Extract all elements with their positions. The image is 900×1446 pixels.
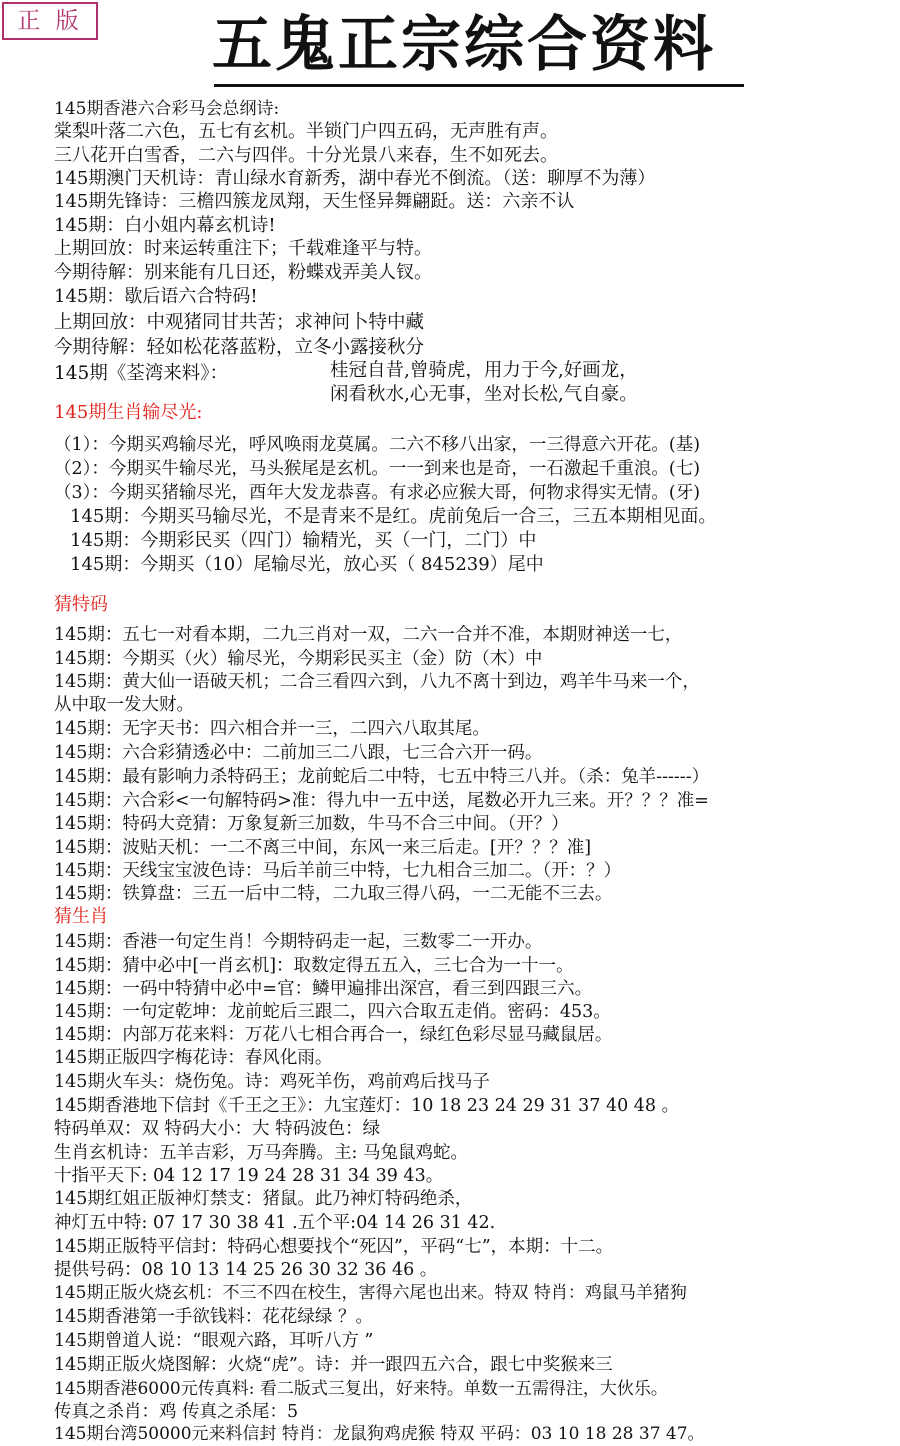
text-line: 今期待解：别来能有几日还，粉蝶戏弄美人钗。 [54,262,432,283]
text-line: 145期曾道人说：“眼观六路，耳听八方 ” [54,1331,374,1351]
text-line: 145期香港地下信封《千王之王》：九宝莲灯：10 18 23 24 29 31 37 40 48 。 [54,1096,680,1116]
text-line: 十指平天下: 04 12 17 19 24 28 31 34 39 43。 [54,1166,444,1186]
text-line: 145期：猜中必中[一肖玄机]：取数定得五五入，三七合为一十一。 [54,956,574,976]
text-line: 145期：六合彩猜透必中：二前加三二八跟，七三合六开一码。 [54,743,543,763]
text-line: 传真之杀肖：鸡 传真之杀尾：5 [54,1402,299,1422]
section-heading-guess-code: 猜特码 [54,594,108,615]
text-line: 提供号码：08 10 13 14 25 26 30 32 36 46 。 [54,1260,438,1280]
text-line: 三八花开白雪香，二六与四伴。十分光景八来春，生不如死去。 [54,145,558,166]
text-line: 145期：白小姐内幕玄机诗! [54,215,276,236]
text-line: 145期：一句定乾坤：龙前蛇后三跟二，四六合取五走俏。密码：453。 [54,1002,611,1022]
text-line: 上期回放：时来运转重注下；千载难逢平与特。 [54,238,432,259]
text-line: 145期正版火烧图解：火烧“虎”。诗：并一跟四五六合，跟七中奖猴来三 [54,1355,613,1375]
text-line: 145期：波贴天机：一二不离三中间，东风一来三后走。[开？？？准] [54,838,592,858]
text-line: 145期《荃湾来料》： [54,363,229,384]
text-line: 生肖玄机诗：五羊吉彩，万马奔腾。主: 马兔鼠鸡蛇。 [54,1143,468,1163]
text-line: 145期正版特平信封：特码心想要找个“死囚”，平码“七”，本期：十二。 [54,1237,614,1257]
text-line: 145期先锋诗：三檐四簇龙凤翔，天生怪异舞翩跹。送：六亲不认 [54,191,575,212]
text-line: 145期火车头：烧伤兔。诗：鸡死羊伤，鸡前鸡后找马子 [54,1072,490,1092]
text-line: 145期：天线宝宝波色诗：马后羊前三中特，七九相合三加二。（开：？） [54,861,622,881]
text-line: 145期：今期买（10）尾输尽光，放心买（ 845239）尾中 [70,554,544,575]
text-line: 145期：五七一对看本期，二九三肖对一双，二六一合并不准，本期财神送一七， [54,625,683,645]
text-line: （1）：今期买鸡输尽光，呼风唤雨龙莫属。二六不移八出家，一三得意六开花。(基) [54,435,701,455]
text-line: （2）：今期买牛输尽光，马头猴尾是玄机。一一到来也是奇，一石激起千重浪。(七) [54,459,701,479]
edition-badge: 正 版 [2,2,98,40]
text-line: 145期：黄大仙一语破天机；二合三看四六到，八九不离十到边，鸡羊牛马来一个， [54,672,700,692]
text-line: 145期：内部万花来料：万花八七相合再合一，绿红色彩尽显马藏鼠居。 [54,1025,613,1045]
text-line: 145期台湾50000元来料信封 特肖：龙鼠狗鸡虎猴 特双 平码：03 10 18 28 37 47。 [54,1424,705,1444]
text-line: 145期：今期买马输尽光，不是青来不是红。虎前兔后一合三，三五本期相见面。 [70,506,717,527]
text-line: 145期：六合彩<一句解特码>准：得九中一五中送，尾数必开九三来。开？？？准= [54,791,709,811]
text-line: 从中取一发大财。 [54,695,194,715]
text-line: 145期：今期彩民买（四门）输精光，买（一门，二门）中 [70,530,537,551]
page-title: 五鬼正宗综合资料 [212,10,716,80]
section-heading-lose: 145期生肖输尽光: [54,402,203,423]
text-line: 145期：铁算盘：三五一后中二特，二九取三得八码，一二无能不三去。 [54,884,613,904]
text-line: 145期：无字天书：四六相合并一三，二四六八取其尾。 [54,719,490,739]
text-line: 145期香港六合彩马会总纲诗: [54,99,280,119]
text-line: 145期：特码大竞猜：万象复新三加数，牛马不合三中间。（开？） [54,814,569,834]
text-line: 特码单双：双 特码大小：大 特码波色：绿 [54,1119,381,1139]
text-line: 145期正版四字梅花诗：春风化雨。 [54,1048,333,1068]
text-line: 145期澳门天机诗：青山绿水育新秀，湖中春光不倒流。（送：聊厚不为薄） [54,168,656,189]
text-line: 145期正版火烧玄机：不三不四在校生，害得六尾也出来。特双 特肖：鸡鼠马羊猪狗 [54,1283,687,1303]
text-line: 145期香港第一手欲钱料：花花绿绿 ？。 [54,1307,373,1327]
text-line: 神灯五中特: 07 17 30 38 41 .五个平:04 14 26 31 42. [54,1213,496,1233]
text-line: 145期：最有影响力杀特码王；龙前蛇后二中特，七五中特三八并。（杀：兔羊------） [54,767,710,787]
text-line: 145期：一码中特猜中必中=官：鳞甲遍排出深宫，看三到四跟三六。 [54,979,593,999]
title-underline [214,84,744,87]
section-heading-guess-zodiac: 猜生肖 [54,906,108,927]
text-line: 今期待解：轻如松花落蓝粉，立冬小露接秋分 [54,337,425,358]
text-line: 145期：香港一句定生肖！今期特码走一起，三数零二一开办。 [54,932,543,952]
text-line: 145期香港6000元传真料: 看二版式三复出，好来特。单数一五需得注，大伙乐。 [54,1379,668,1399]
text-line: 棠梨叶落二六色，五七有玄机。半锁门户四五码，无声胜有声。 [54,121,558,142]
text-line: 145期：今期买（火）输尽光，今期彩民买主（金）防（木）中 [54,649,543,669]
text-line: 上期回放：中观猪同甘共苦；求神问卜特中藏 [54,312,425,333]
text-line: 145期：歇后语六合特码! [54,286,258,307]
quanwan-poem-line: 桂冠自昔,曾骑虎，用力于今,好画龙， [330,360,638,381]
quanwan-poem-line: 闲看秋水,心无事，坐对长松,气自豪。 [330,384,638,405]
text-line: 145期红姐正版神灯禁支：猪鼠。此乃神灯特码绝杀， [54,1189,473,1209]
text-line: （3）：今期买猪输尽光，酉年大发龙恭喜。有求必应猴大哥，何物求得实无情。(牙) [54,483,701,503]
